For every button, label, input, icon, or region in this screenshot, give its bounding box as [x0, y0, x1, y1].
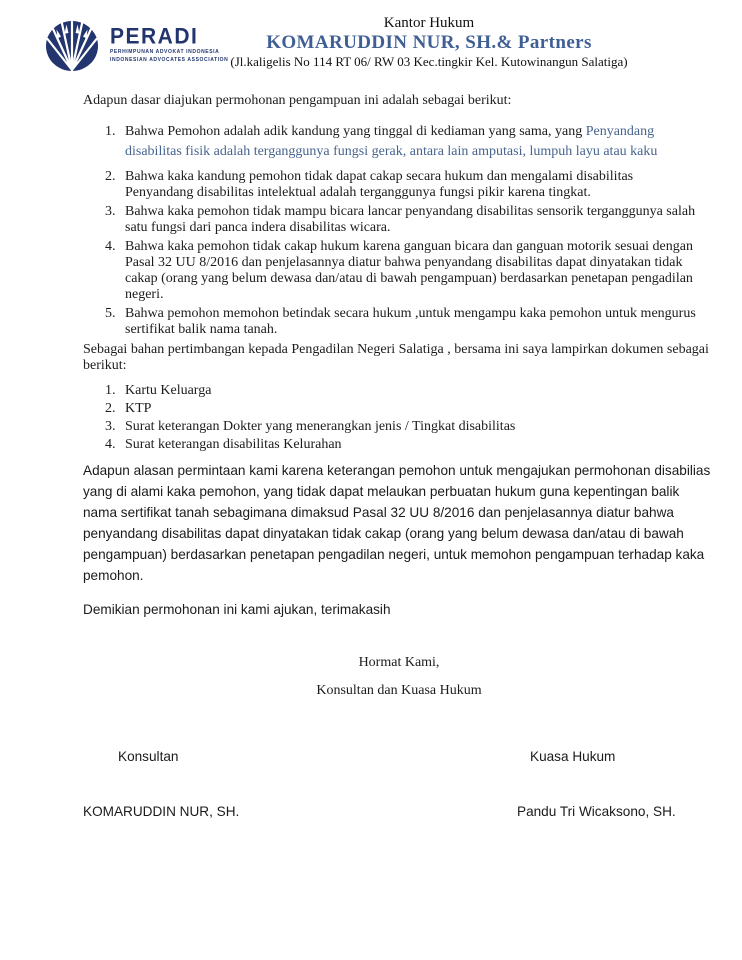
- signature-name-left: KOMARUDDIN NUR, SH.: [83, 804, 240, 819]
- intro-paragraph: Adapun dasar diajukan permohonan pengampuan ini adalah sebagai berikut:: [83, 93, 512, 108]
- item-text: [125, 122, 701, 162]
- office-line: Kantor Hukum: [383, 15, 475, 31]
- item-number: 2.: [105, 169, 116, 184]
- item-text: Bahwa kaka pemohon tidak mampu bicara lancar penyandang disabilitas sensorik terganggunya salah satu fungsi dari panca indera disabilitas wicara.: [125, 204, 696, 235]
- item-text-highlight: Penyandang disabilitas fisik adalah terganggunya fungsi gerak, antara lain amputasi, lumpuh layu atau kaku: [125, 124, 658, 159]
- item-number: 3.: [105, 419, 116, 434]
- item-number: 1.: [105, 383, 116, 398]
- item-text: KTP: [125, 401, 152, 416]
- salutation-line: Hormat Kami,: [358, 655, 440, 670]
- item-text: Bahwa kaka kandung pemohon tidak dapat cakap secara hukum dan mengalami disabilitas Penyandang disabilitas intelektual adalah terganggunya fungsi pikir karena tingkat.: [125, 169, 634, 200]
- ground-item-3: [83, 204, 715, 236]
- signature-role-right: Kuasa Hukum: [530, 749, 616, 764]
- address-line: (Jl.kaligelis No 114 RT 06/ RW 03 Kec.tingkir Kel. Kutowinangun Salatiga): [230, 54, 628, 69]
- letterhead-text: [0, 14, 742, 70]
- item-text: Bahwa pemohon memohon betindak secara hukum ,untuk mengampu kaka pemohon untuk mengurus sertifikat balik nama tanah.: [125, 306, 696, 337]
- attachment-item-1: [83, 383, 715, 399]
- item-text: Kartu Keluarga: [125, 383, 212, 398]
- grounds-list: [83, 122, 715, 338]
- item-number: 4.: [105, 239, 116, 254]
- item-text: Surat keterangan Dokter yang menerangkan jenis / Tingkat disabilitas: [125, 419, 516, 434]
- attachment-item-4: [83, 437, 715, 453]
- item-number: 4.: [105, 437, 116, 452]
- item-text: Surat keterangan disabilitas Kelurahan: [125, 437, 342, 452]
- attachment-item-2: [83, 401, 715, 417]
- peradi-subtitle-en: INDONESIAN ADVOCATES ASSOCIATION: [110, 57, 229, 63]
- letterhead: [0, 14, 742, 88]
- closing-line: Demikian permohonan ini kami ajukan, terimakasih: [83, 602, 391, 617]
- item-text-black: Bahwa Pemohon adalah adik kandung yang tinggal di kediaman yang sama, yang: [125, 124, 586, 139]
- ground-item-4: [83, 239, 715, 303]
- reason-paragraph: Adapun alasan permintaan kami karena keterangan pemohon untuk mengajukan permohonan disabilias yang di alami kaka pemohon, yang tidak dapat melaukan perbuatan hukum guna kepentingan balik nama sertifikat tanah sebagimana dimaksud Pasal 32 UU 8/2016 dan penjelasannya diatur bahwa penyandang disabilitas dapat dinyatakan tidak cakap (orang yang belum dewasa dan/atau di bawah pengampuan) berdasarkan penetapan pengadilan negeri, untuk memohon pengampuan terhadap kaka pemohon.: [83, 463, 711, 583]
- item-text: Bahwa kaka pemohon tidak cakap hukum karena ganguan bicara dan ganguan motorik sesuai dengan Pasal 32 UU 8/2016 dan penjelasannya diatur bahwa penyandang disabilitas dapat dinyatakan tidak cakap (orang yang belum dewasa dan/atau di bawah pengampuan) berdasarkan penetapan pengadilan negeri.: [125, 239, 693, 302]
- item-number: 3.: [105, 204, 116, 219]
- item-number: 5.: [105, 306, 116, 321]
- signature-name-right: Pandu Tri Wicaksono, SH.: [517, 804, 676, 819]
- document-body: [83, 93, 715, 817]
- attachments-list: [83, 383, 715, 453]
- ground-item-5: [83, 306, 715, 338]
- attachment-item-3: [83, 419, 715, 435]
- signature-names-row: [83, 801, 715, 817]
- peradi-brand-text: PERADI: [110, 24, 199, 49]
- signature-role-left: Konsultan: [118, 749, 179, 764]
- ground-item-1: [83, 122, 715, 162]
- signature-roles-row: [83, 746, 715, 762]
- item-number: 1.: [105, 124, 116, 139]
- firm-name: KOMARUDDIN NUR, SH.& Partners: [266, 32, 592, 53]
- item-number: 2.: [105, 401, 116, 416]
- peradi-subtitle-id: PERHIMPUNAN ADVOKAT INDONESIA: [110, 49, 220, 55]
- ground-item-2: [83, 169, 715, 201]
- attachments-intro: Sebagai bahan pertimbangan kepada Pengadilan Negeri Salatiga , bersama ini saya lampirkan dokumen sebagai berikut:: [83, 342, 709, 373]
- capacity-line: Konsultan dan Kuasa Hukum: [316, 683, 482, 698]
